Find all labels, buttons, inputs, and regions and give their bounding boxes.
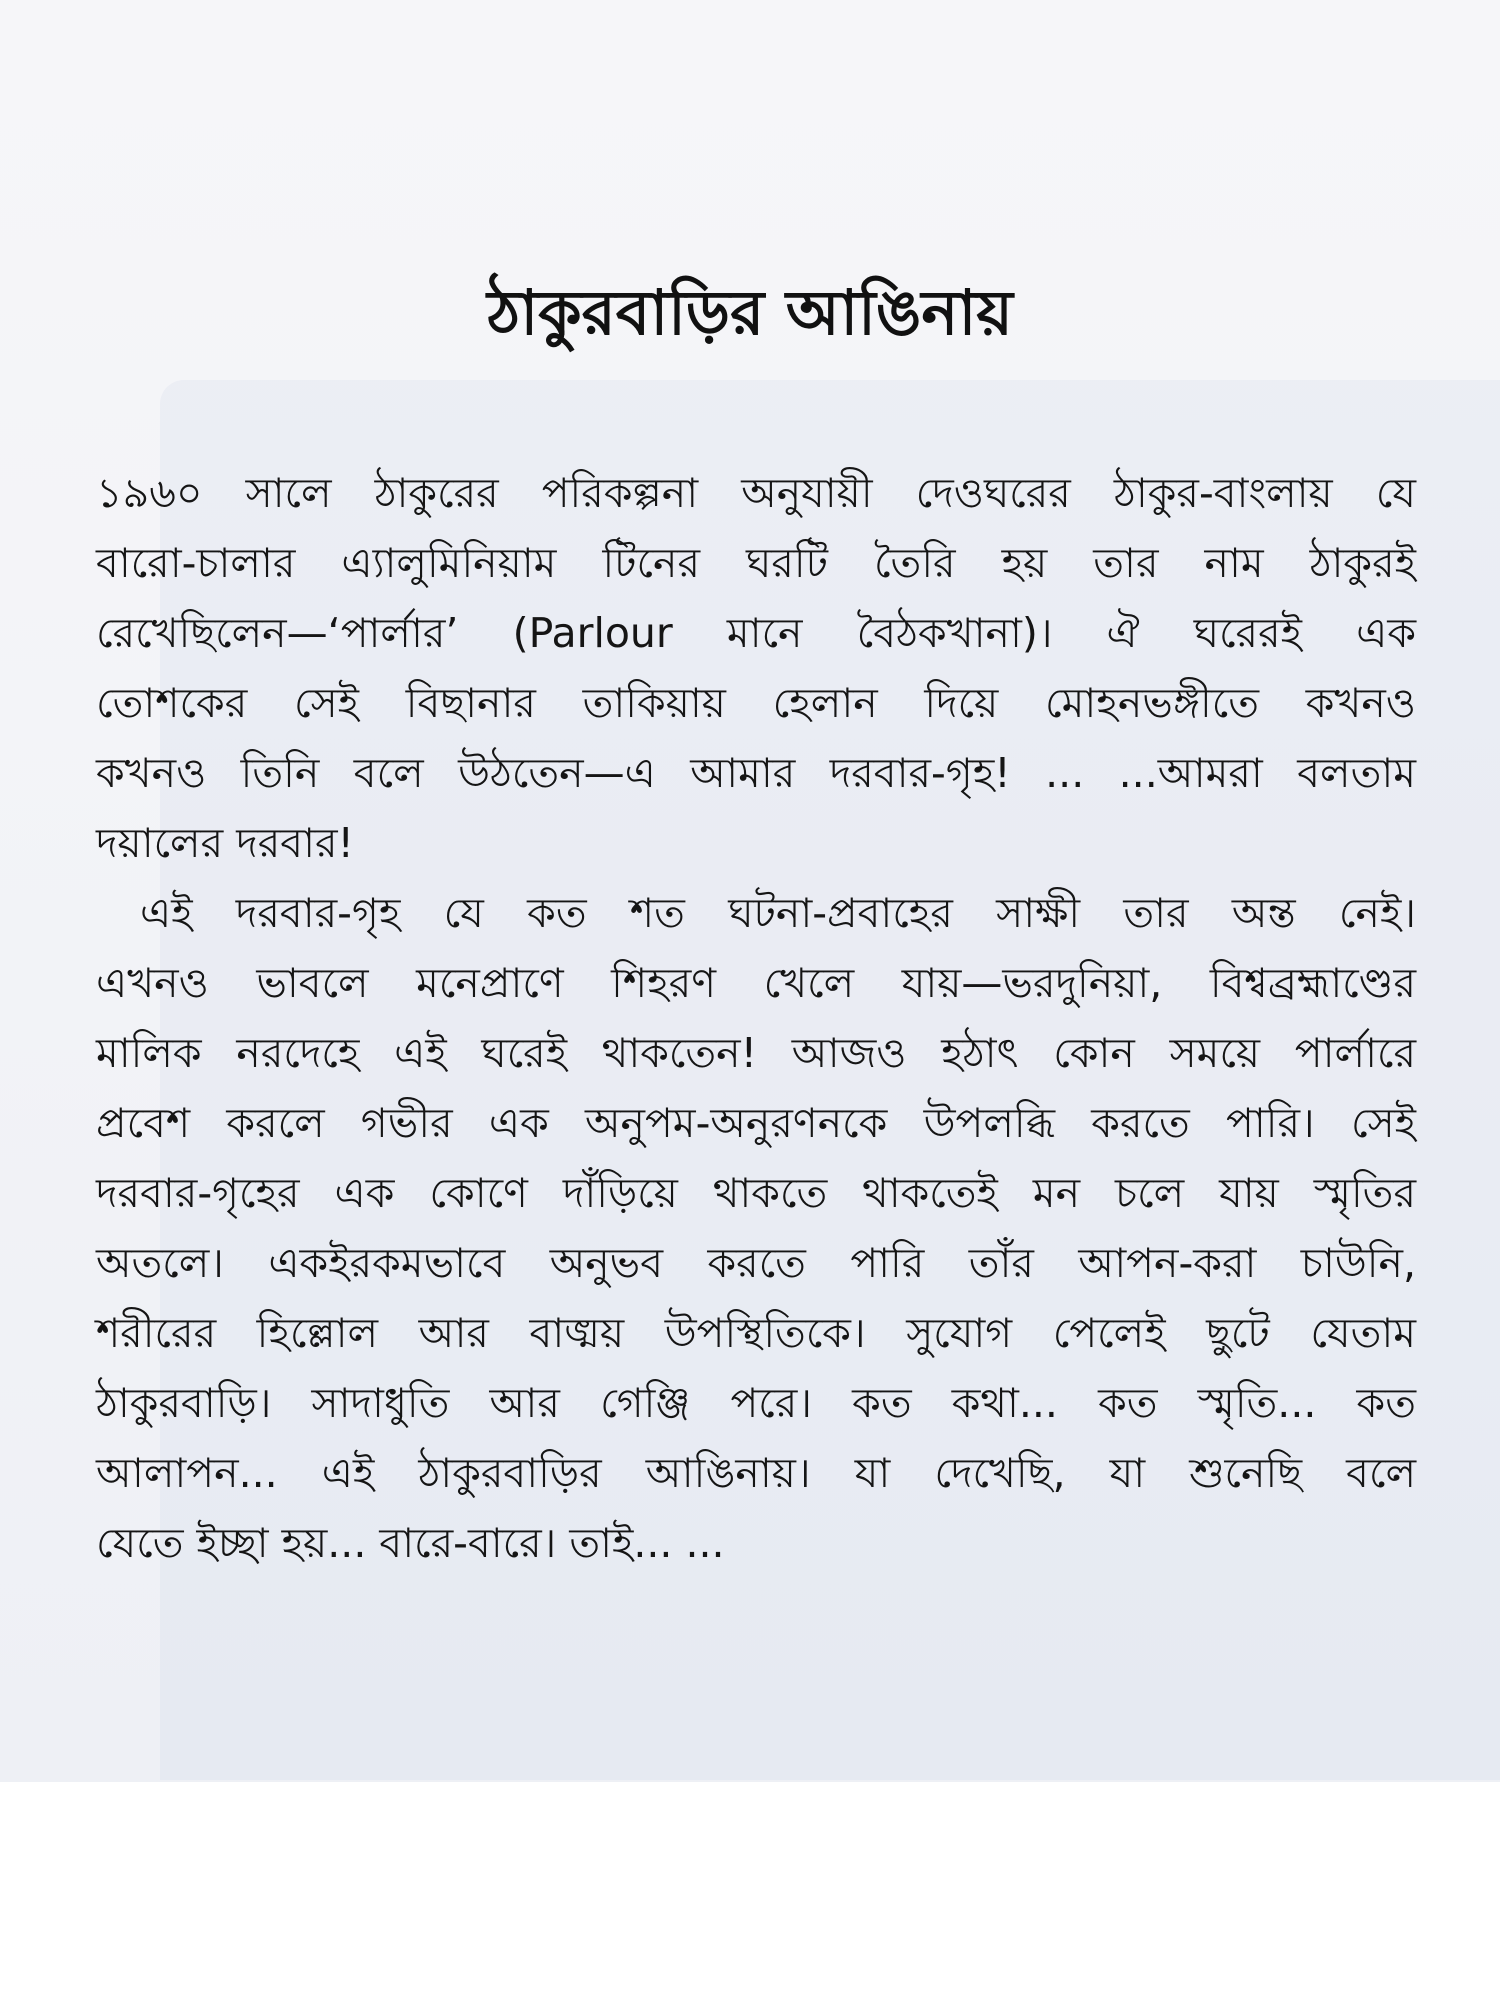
text-line: এখনও ভাবলে মনেপ্রাণে শিহরণ খেলে যায়—ভরদুনিয়া, বিশ্বব্রহ্মাণ্ডের bbox=[96, 959, 1416, 1007]
text-line: তোশকের সেই বিছানার তাকিয়ায় হেলান দিয়ে মোহনভঙ্গীতে কখনও bbox=[96, 679, 1416, 727]
text-line: অতলে। একইরকমভাবে অনুভব করতে পারি তাঁর আপন-করা চাউনি, bbox=[96, 1239, 1416, 1287]
text-line: বারো-চালার এ্যালুমিনিয়াম টিনের ঘরটি তৈরি হয় তার নাম ঠাকুরই bbox=[96, 539, 1416, 587]
bottom-margin bbox=[0, 1782, 1500, 2000]
text-line: রেখেছিলেন—‘পার্লার’ (Parlour মানে বৈঠকখানা)। ঐ ঘরেরই এক bbox=[96, 609, 1416, 657]
text-line: ঠাকুরবাড়ি। সাদাধুতি আর গেঞ্জি পরে। কত কথা... কত স্মৃতি... কত bbox=[96, 1379, 1416, 1427]
text-line: দয়ালের দরবার! bbox=[96, 819, 354, 867]
text-line: শরীরের হিল্লোল আর বাঙ্ময় উপস্থিতিকে। সুযোগ পেলেই ছুটে যেতাম bbox=[96, 1309, 1416, 1357]
text-line: এই দরবার-গৃহ যে কত শত ঘটনা-প্রবাহের সাক্ষী তার অন্ত নেই। bbox=[140, 889, 1416, 937]
text-line: ১৯৬০ সালে ঠাকুরের পরিকল্পনা অনুযায়ী দেওঘরের ঠাকুর-বাংলায় যে bbox=[96, 469, 1416, 517]
text-line: কখনও তিনি বলে উঠতেন—এ আমার দরবার-গৃহ! ... ...আমরা বলতাম bbox=[96, 749, 1416, 797]
text-line: মালিক নরদেহে এই ঘরেই থাকতেন! আজও হঠাৎ কোন সময়ে পার্লারে bbox=[96, 1029, 1416, 1077]
text-line: আলাপন... এই ঠাকুরবাড়ির আঙিনায়। যা দেখেছি, যা শুনেছি বলে bbox=[96, 1449, 1416, 1497]
page-title: ঠাকুরবাড়ির আঙিনায় bbox=[487, 276, 1013, 349]
text-line: প্রবেশ করলে গভীর এক অনুপম-অনুরণনকে উপলব্ধি করতে পারি। সেই bbox=[96, 1099, 1416, 1147]
text-line: যেতে ইচ্ছা হয়... বারে-বারে। তাই... ... bbox=[96, 1519, 725, 1567]
text-line: দরবার-গৃহের এক কোণে দাঁড়িয়ে থাকতে থাকতেই মন চলে যায় স্মৃতির bbox=[96, 1169, 1416, 1217]
